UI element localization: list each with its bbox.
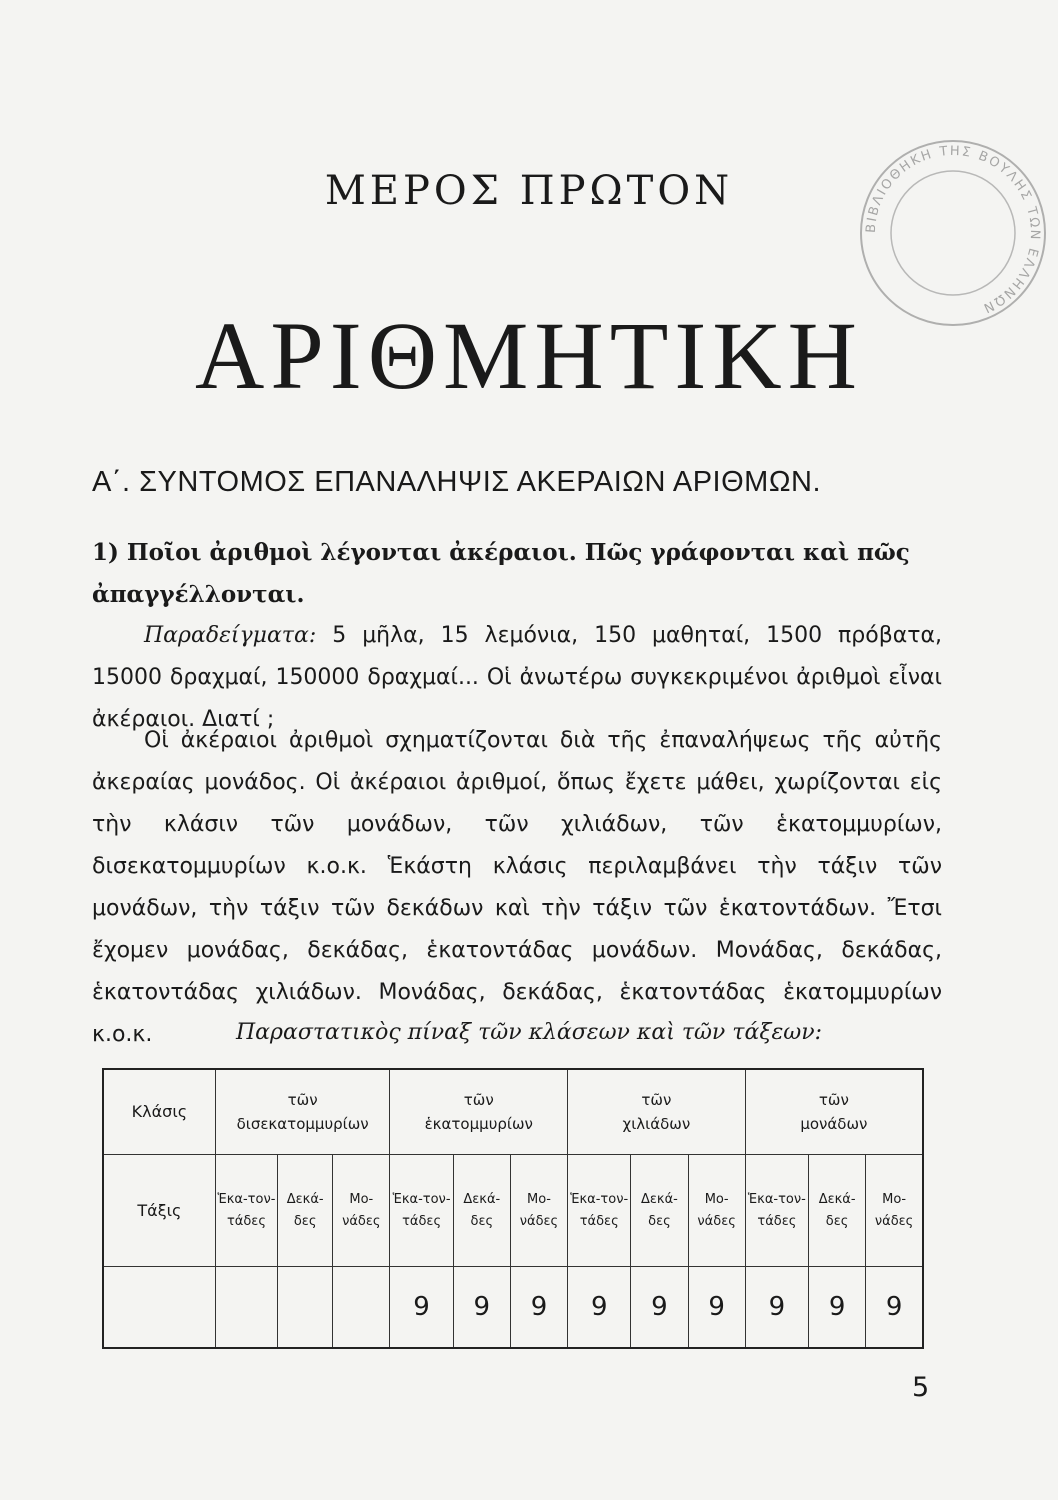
digit-cell [333, 1267, 390, 1349]
digit-cell: 9 [568, 1267, 631, 1349]
order-header: Ἑκα-τον-τάδες [745, 1155, 808, 1267]
digit-cell [278, 1267, 333, 1349]
order-header: Ἑκα-τον-τάδες [568, 1155, 631, 1267]
digit-cell: 9 [510, 1267, 567, 1349]
digit-cell: 9 [453, 1267, 510, 1349]
class-header: τῶν μονάδων [745, 1069, 923, 1155]
body-paragraph: Οἱ ἀκέραιοι ἀριθμοὶ σχηματίζονται διὰ τῆς ἐπαναλήψεως τῆς αὐτῆς ἀκεραίας μονάδος. Οἱ ἀκέραιοι ἀριθμοί, ὅπως ἔχετε μάθει, χωρίζονται εἰς τὴν κλάσιν τῶν μονάδων, τῶν χιλιάδων, τῶν ἑκατομμυρίων, δισεκατομμυρίων κ.ο.κ. Ἑκάστη κλάσις περιλαμβάνει τὴν τάξιν τῶν μονάδων, τὴν τάξιν τῶν δεκάδων καὶ τὴν τάξιν τῶν ἑκατοντάδων. Ἔτσι ἔχομεν μονάδας, δεκάδας, ἑκατοντάδας μονάδων. Μονάδας, δεκάδας, ἑκατοντάδας χιλιάδων. Μονάδας, δεκάδας, ἑκατοντάδας ἑκατομμυρίων κ.ο.κ. [92, 728, 942, 1047]
examples-label: Παραδείγματα: [144, 623, 317, 648]
order-label-cell: Τάξις [103, 1155, 215, 1267]
classes-orders-table [102, 1068, 924, 1349]
order-header: Ἑκα-τον-τάδες [215, 1155, 277, 1267]
section-heading: Α΄. ΣΥΝΤΟΜΟΣ ΕΠΑΝΑΛΗΨΙΣ ΑΚΕΡΑΙΩΝ ΑΡΙΘΜΩΝ. [92, 466, 822, 498]
class-header: τῶν χιλιάδων [568, 1069, 746, 1155]
digit-cell: 9 [809, 1267, 866, 1349]
order-header: Μο-νάδες [866, 1155, 923, 1267]
order-header: Μο-νάδες [510, 1155, 567, 1267]
order-header: Ἑκα-τον-τάδες [390, 1155, 453, 1267]
digit-cell: 9 [688, 1267, 745, 1349]
class-header: τῶν δισεκατομμυρίων [215, 1069, 390, 1155]
class-header: τῶν ἑκατομμυρίων [390, 1069, 568, 1155]
order-header: Δεκά-δες [809, 1155, 866, 1267]
order-header: Μο-νάδες [333, 1155, 390, 1267]
table-caption: Παραστατικὸς πίναξ τῶν κλάσεων καὶ τῶν τάξεων: [236, 1020, 822, 1045]
examples-text: 5 μῆλα, 15 λεμόνια, 150 μαθηταί, 1500 πρόβατα, 15000 δραχμαί, 150000 δραχμαί... Οἱ ἀνωτέρω συγκεκριμένοι ἀριθμοὶ εἶναι ἀκέραιοι. Διατί ; [92, 623, 943, 732]
order-header: Δεκά-δες [453, 1155, 510, 1267]
order-header: Δεκά-δες [631, 1155, 688, 1267]
page-number: 5 [912, 1372, 930, 1403]
order-header: Δεκά-δες [278, 1155, 333, 1267]
digit-cell: 9 [631, 1267, 688, 1349]
stamp-text: ΒΙΒΛΙΟΘΗΚΗ ΤΗΣ ΒΟΥΛΗΣ ΤΩΝ ΕΛΛΗΝΩΝ [863, 143, 1043, 316]
digit-cell: 9 [390, 1267, 453, 1349]
digit-cell [215, 1267, 277, 1349]
main-title: ΑΡΙΘΜΗΤΙΚΗ [195, 302, 863, 409]
question-heading: 1) Ποῖοι ἀριθμοὶ λέγονται ἀκέραιοι. Πῶς γράφονται καὶ πῶς ἀπαγγέλλονται. [92, 539, 910, 608]
part-title: ΜΕΡΟΣ ΠΡΩΤΟΝ [324, 168, 734, 214]
digit-cell: 9 [745, 1267, 808, 1349]
digit-label-cell [103, 1267, 215, 1349]
order-header: Μο-νάδες [688, 1155, 745, 1267]
class-label-cell: Κλάσις [103, 1069, 215, 1155]
digit-cell: 9 [866, 1267, 923, 1349]
